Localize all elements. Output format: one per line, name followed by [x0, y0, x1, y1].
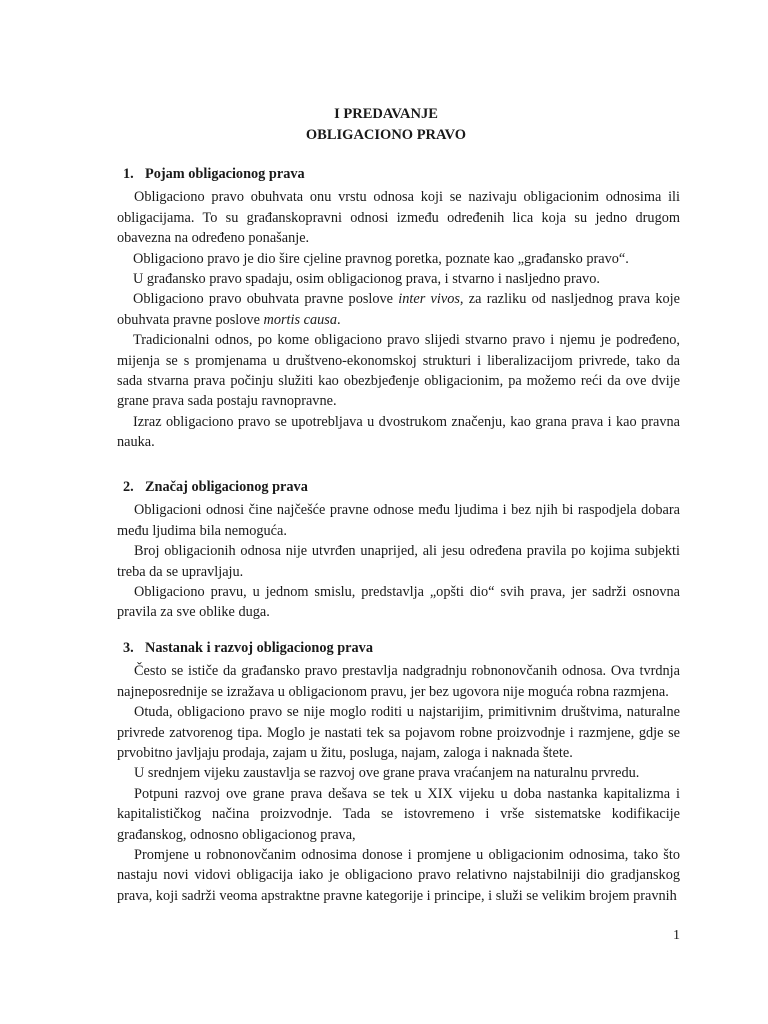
section-2-number: 2.: [123, 479, 134, 495]
page-number: 1: [673, 928, 680, 943]
section-1: [117, 164, 680, 453]
lecture-title: I PREDAVANJE: [334, 106, 438, 122]
section-1-paragraph-5: Tradicionalni odnos, po kome obligaciono pravo slijedi stvarno pravo i njemu je podređeno, mijenja se s promjenama u društveno-ekonomskoj strukturi i liberalizacijom privrede, tako da sada stvarna prava počinju služiti kao obezbjeđenje obligacionim, pa možemo reći da ove dvije grane prava sada postaju ravnopravne.: [117, 332, 680, 410]
section-3-paragraph-3: U srednjem vijeku zaustavlja se razvoj ove grane prava vraćanjem na naturalnu prvredu.: [134, 765, 640, 782]
section-3-title: Nastanak i razvoj obligacionog prava: [145, 640, 373, 656]
section-3-paragraph-1: Često se ističe da građansko pravo prestavlja nadgradnju robnonovčanih odnosa. Ova tvrdnja najneposrednije se izražava u obligacionom pravu, jer bez ugovora nije moguća robna razmjena.: [117, 663, 680, 700]
section-2-paragraph-2: Broj obligacionih odnosa nije utvrđen unaprijed, ali jesu određena pravila po kojima subjekti treba da se upravljaju.: [117, 543, 680, 580]
section-1-paragraph-2: Obligaciono pravo je dio šire cjeline pravnog poretka, poznate kao „građansko pravo“.: [133, 250, 629, 267]
document-title: [0, 104, 768, 146]
section-1-paragraph-3: U građansko pravo spadaju, osim obligacionog prava, i stvarno i nasljedno pravo.: [133, 271, 600, 288]
section-1-number: 1.: [123, 166, 134, 182]
section-3-paragraph-4: Potpuni razvoj ove grane prava dešava se tek u XIX vijeku u doba nastanka kapitalizma i kapitalističkog načina proizvodnje. Tada se istovremeno i vrše sistematske kodifikacije građanskog, odnosno obligacionog prava,: [117, 785, 680, 843]
section-2-paragraph-1: Obligacioni odnosi čine najčešće pravne odnose među ljudima i bez njih bi raspodjela dobara među ljudima bila nemoguća.: [117, 502, 680, 539]
section-3-paragraph-5: Promjene u robnonovčanim odnosima donose i promjene u obligacionim odnosima, tako što nastaju novi vidovi obligacija iako je obligaciono pravo relativno najstabilniji dio gradjanskog prava, koji sadrži veoma apstraktne pravne kategorije i principe, i služi se velikim brojem pravnih: [117, 847, 680, 904]
section-1-heading: [117, 164, 680, 184]
section-1-paragraph-1: Obligaciono pravo obuhvata onu vrstu odnosa koji se nazivaju obligacionim odnosima ili obligacijama. To su građanskopravni odnosi između određenih lica koja su jedno drugom obavezna na određeno ponašanje.: [117, 189, 680, 247]
section-1-paragraph-4: Obligaciono pravo obuhvata pravne poslove inter vivos, za razliku od nasljednog prava koje obuhvata pravne poslove mortis causa.: [117, 291, 681, 328]
section-2-paragraph-3: Obligaciono pravu, u jednom smislu, predstavlja „opšti dio“ svih prava, jer sadrži osnovna pravila za sve oblike duga.: [117, 584, 680, 621]
section-3-paragraph-2: Otuda, obligaciono pravo se nije moglo roditi u najstarijim, primitivnim društvima, naturalne privrede zatvorenog tipa. Moglo je nastati tek sa pojavom robne proizvodnje i razmjene, gdje se prvobitno javljaju prodaja, zajam u žitu, posluga, najam, zaloga i naknada štete.: [117, 704, 680, 762]
section-3-heading: [117, 638, 680, 658]
section-2-heading: [117, 477, 680, 497]
section-1-paragraph-6: Izraz obligaciono pravo se upotrebljava u dvostrukom značenju, kao grana prava i kao pravna nauka.: [117, 413, 680, 451]
section-2: [117, 477, 680, 623]
section-2-title: Značaj obligacionog prava: [145, 479, 308, 495]
section-1-title: Pojam obligacionog prava: [145, 166, 305, 182]
section-3: [117, 638, 680, 906]
subject-title: OBLIGACIONO PRAVO: [305, 127, 467, 143]
section-3-number: 3.: [123, 640, 134, 656]
